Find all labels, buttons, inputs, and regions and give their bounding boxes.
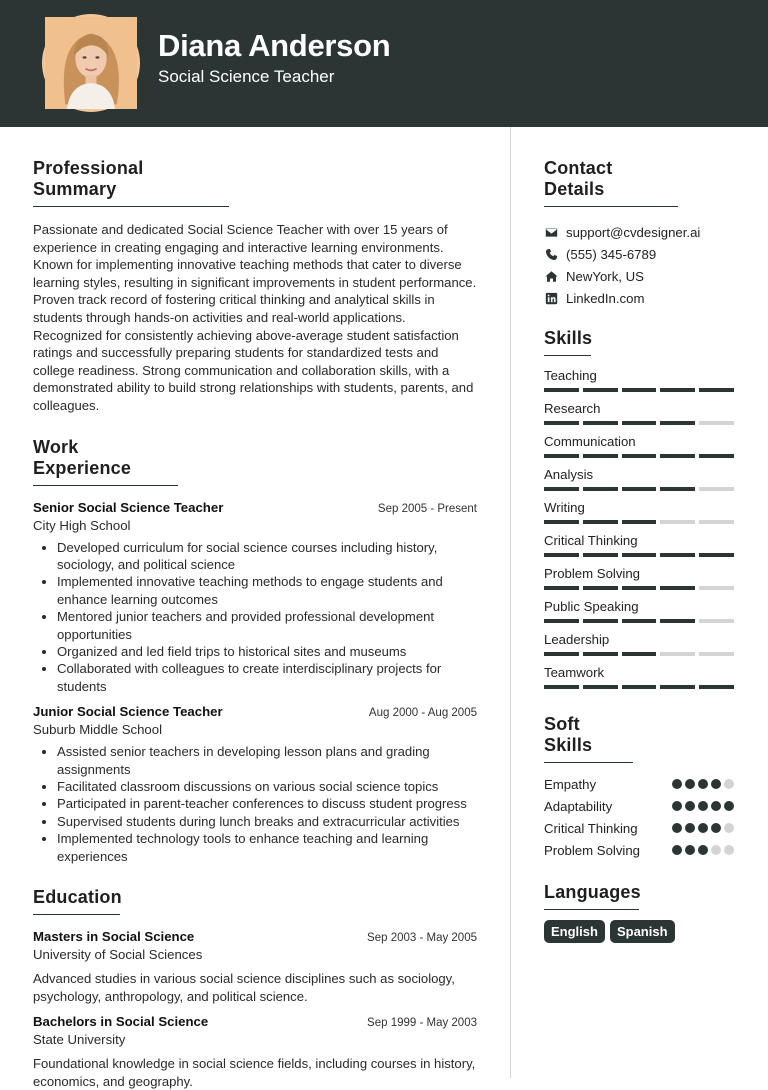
- skill-level-segment: [660, 388, 695, 392]
- rating-dot: [711, 801, 721, 811]
- job-bullet: • Supervised students during lunch breaks and extracurricular activities: [57, 813, 477, 830]
- skill-label: Communication: [544, 434, 636, 449]
- job-date: Aug 2000 - Aug 2005: [368, 707, 477, 720]
- rating-dot: [711, 845, 721, 855]
- contact-linkedin[interactable]: [544, 287, 734, 309]
- summary-text: Passionate and dedicated Social Science Teacher with over 15 years of experience in creating engaging and interactive learning environments. Known for implementing innovative teaching methods that cater to diverse learning styles, resulting in significant improvements in student performance. Proven track record of fostering critical thinking and analytical skills in students through hands-on activities and real-world applications. Recognized for consistently achieving above-average student satisfaction ratings and successfully preparing students for standardized tests and college readiness. Strong communication and collaboration skills, with a demonstrated ability to build strong relationships with students, parents, and colleagues.: [33, 222, 477, 413]
- portrait-image: [45, 17, 137, 109]
- soft-skill-rating: [672, 845, 734, 855]
- contact-heading: Contact Details: [544, 158, 678, 207]
- main-column: [33, 158, 477, 1090]
- email-text: support@cvdesigner.ai: [566, 224, 701, 240]
- languages-heading: Languages: [544, 882, 639, 910]
- skill-level-segment: [544, 388, 579, 392]
- skill-item: [544, 665, 734, 689]
- rating-dot: [711, 779, 721, 789]
- skill-level-segment: [622, 652, 657, 656]
- job-bullets: [33, 539, 477, 696]
- linkedin-text: LinkedIn.com: [566, 290, 645, 306]
- skill-level-segment: [699, 520, 734, 524]
- skill-level-segment: [660, 685, 695, 689]
- job-bullet: • Developed curriculum for social science courses including history, sociology, and political science: [57, 539, 477, 574]
- job-org: Suburb Middle School: [33, 722, 163, 738]
- skill-level-segment: [583, 520, 618, 524]
- soft-skill-rating: [672, 779, 734, 789]
- rating-dot: [685, 845, 695, 855]
- education-description: Foundational knowledge in social science fields, including courses in history, economics, and geography.: [33, 1056, 476, 1089]
- skill-level-segment: [622, 619, 657, 623]
- job-org: City High School: [33, 517, 131, 533]
- rating-dot: [685, 801, 695, 811]
- school-name: State University: [33, 1032, 126, 1048]
- rating-dot: [724, 823, 734, 833]
- contact-email[interactable]: [544, 221, 734, 243]
- skill-label: Public Speaking: [544, 599, 639, 614]
- job-bullet: • Participated in parent-teacher conferences to discuss student progress: [57, 795, 477, 812]
- phone-icon: [544, 247, 558, 261]
- rating-dot: [685, 823, 695, 833]
- contact-location: [544, 265, 734, 287]
- skill-item: [544, 599, 734, 623]
- profile-photo: [42, 14, 140, 112]
- candidate-title: Social Science Teacher: [158, 67, 335, 86]
- skill-item: [544, 566, 734, 590]
- skill-level-segment: [699, 487, 734, 491]
- rating-dot: [724, 779, 734, 789]
- skill-level-segment: [544, 685, 579, 689]
- skill-level-segment: [583, 685, 618, 689]
- soft-skill-rating: [672, 823, 734, 833]
- skill-level-segment: [583, 619, 618, 623]
- rating-dot: [724, 845, 734, 855]
- skill-level-bar: [544, 487, 734, 491]
- soft-skill-label: Adaptability: [544, 798, 613, 814]
- skill-level-segment: [660, 652, 695, 656]
- sidebar-column: [544, 158, 734, 943]
- job-bullet: • Collaborated with colleagues to create interdisciplinary projects for students: [57, 660, 477, 695]
- education-heading: Education: [33, 887, 120, 915]
- skill-level-segment: [699, 421, 734, 425]
- skill-item: [544, 401, 734, 425]
- location-text: NewYork, US: [566, 268, 644, 284]
- soft-skill-label: Empathy: [544, 776, 597, 792]
- skill-level-segment: [660, 487, 695, 491]
- skill-label: Teaching: [544, 368, 597, 383]
- skill-level-segment: [660, 421, 695, 425]
- rating-dot: [724, 801, 734, 811]
- job-entry: [33, 704, 477, 865]
- skill-item: [544, 632, 734, 656]
- envelope-icon: [544, 225, 558, 239]
- skill-level-bar: [544, 586, 734, 590]
- skill-level-segment: [544, 619, 579, 623]
- skill-level-segment: [544, 553, 579, 557]
- job-bullet: • Mentored junior teachers and provided professional development opportunities: [57, 608, 477, 643]
- skill-level-segment: [544, 454, 579, 458]
- school-name: University of Social Sciences: [33, 947, 203, 963]
- rating-dot: [672, 801, 682, 811]
- skill-item: [544, 434, 734, 458]
- education-date: Sep 2003 - May 2005: [367, 932, 477, 945]
- skill-level-segment: [622, 520, 657, 524]
- rating-dot: [698, 823, 708, 833]
- skill-level-segment: [544, 586, 579, 590]
- skill-label: Research: [544, 401, 601, 416]
- skill-label: Problem Solving: [544, 566, 641, 581]
- degree-name: Bachelors in Social Science: [33, 1014, 209, 1030]
- job-entry: [33, 500, 477, 696]
- candidate-name: Diana Anderson: [158, 28, 391, 63]
- skill-label: Critical Thinking: [544, 533, 638, 548]
- rating-dot: [698, 779, 708, 789]
- skill-level-bar: [544, 520, 734, 524]
- job-bullet: • Assisted senior teachers in developing lesson plans and grading assignments: [57, 743, 477, 778]
- language-tag: English: [544, 920, 605, 943]
- phone-text: (555) 345-6789: [566, 246, 657, 262]
- skill-level-segment: [583, 652, 618, 656]
- job-bullet: • Implemented innovative teaching methods to engage students and enhance learning outcomes: [57, 573, 477, 608]
- soft-skill-item: [544, 773, 734, 795]
- skill-level-bar: [544, 685, 734, 689]
- skill-level-segment: [544, 520, 579, 524]
- rating-dot: [698, 801, 708, 811]
- experience-heading: Work Experience: [33, 437, 178, 486]
- rating-dot: [685, 779, 695, 789]
- skill-level-segment: [622, 685, 657, 689]
- skill-level-segment: [583, 586, 618, 590]
- education-description: Advanced studies in various social science disciplines such as sociology, psychology, anthropology, and political science.: [33, 971, 455, 1004]
- degree-name: Masters in Social Science: [33, 929, 195, 945]
- skill-level-segment: [583, 421, 618, 425]
- soft-skill-label: Critical Thinking: [544, 820, 638, 836]
- skill-level-segment: [622, 586, 657, 590]
- education-entry: [33, 1014, 477, 1090]
- skill-level-segment: [544, 487, 579, 491]
- skill-level-segment: [699, 586, 734, 590]
- skill-level-bar: [544, 619, 734, 623]
- skill-level-segment: [699, 652, 734, 656]
- job-role: Senior Social Science Teacher: [33, 499, 224, 515]
- skill-level-segment: [622, 421, 657, 425]
- skill-level-segment: [699, 619, 734, 623]
- skill-level-segment: [544, 421, 579, 425]
- skills-heading: Skills: [544, 328, 591, 356]
- rating-dot: [672, 779, 682, 789]
- skill-level-segment: [660, 586, 695, 590]
- skill-item: [544, 368, 734, 392]
- rating-dot: [711, 823, 721, 833]
- skill-level-segment: [622, 454, 657, 458]
- rating-dot: [672, 823, 682, 833]
- skill-label: Writing: [544, 500, 585, 515]
- skill-level-segment: [660, 520, 695, 524]
- skill-level-bar: [544, 388, 734, 392]
- contact-phone[interactable]: [544, 243, 734, 265]
- skill-level-segment: [622, 553, 657, 557]
- skills-list: [544, 368, 734, 689]
- skill-level-bar: [544, 553, 734, 557]
- skill-level-segment: [660, 454, 695, 458]
- skill-item: [544, 533, 734, 557]
- soft-skill-item: [544, 817, 734, 839]
- education-entry: [33, 929, 477, 1005]
- languages-list: [544, 920, 734, 943]
- skill-level-segment: [699, 388, 734, 392]
- skill-level-segment: [583, 487, 618, 491]
- skill-level-bar: [544, 652, 734, 656]
- skill-level-segment: [699, 685, 734, 689]
- skill-level-segment: [583, 553, 618, 557]
- soft-skills-heading: Soft Skills: [544, 714, 633, 763]
- skill-level-segment: [583, 454, 618, 458]
- summary-heading: Professional Summary: [33, 158, 229, 207]
- rating-dot: [698, 845, 708, 855]
- skill-level-segment: [622, 388, 657, 392]
- skill-item: [544, 467, 734, 491]
- skill-level-segment: [544, 652, 579, 656]
- skill-level-segment: [660, 619, 695, 623]
- skill-level-segment: [699, 454, 734, 458]
- linkedin-icon: [544, 291, 558, 305]
- skill-level-segment: [622, 487, 657, 491]
- job-bullet: • Organized and led field trips to historical sites and museums: [57, 643, 477, 660]
- skill-label: Analysis: [544, 467, 594, 482]
- job-bullets: [33, 743, 477, 865]
- job-bullet: • Facilitated classroom discussions on various social science topics: [57, 778, 477, 795]
- soft-skills-list: [544, 773, 734, 861]
- home-icon: [544, 269, 558, 283]
- job-bullet: • Implemented technology tools to enhance teaching and learning experiences: [57, 830, 477, 865]
- education-date: Sep 1999 - May 2003: [367, 1017, 477, 1030]
- skill-label: Teamwork: [544, 665, 605, 680]
- skill-item: [544, 500, 734, 524]
- job-date: Sep 2005 - Present: [377, 502, 477, 515]
- column-divider: [510, 127, 511, 1078]
- skill-label: Leadership: [544, 632, 610, 647]
- job-role: Junior Social Science Teacher: [33, 704, 223, 720]
- language-tag: Spanish: [610, 920, 675, 943]
- rating-dot: [672, 845, 682, 855]
- skill-level-segment: [699, 553, 734, 557]
- soft-skill-item: [544, 795, 734, 817]
- skill-level-bar: [544, 421, 734, 425]
- skill-level-segment: [583, 388, 618, 392]
- skill-level-bar: [544, 454, 734, 458]
- soft-skill-rating: [672, 801, 734, 811]
- resume-header: [0, 0, 768, 127]
- skill-level-segment: [660, 553, 695, 557]
- soft-skill-item: [544, 839, 734, 861]
- soft-skill-label: Problem Solving: [544, 842, 641, 858]
